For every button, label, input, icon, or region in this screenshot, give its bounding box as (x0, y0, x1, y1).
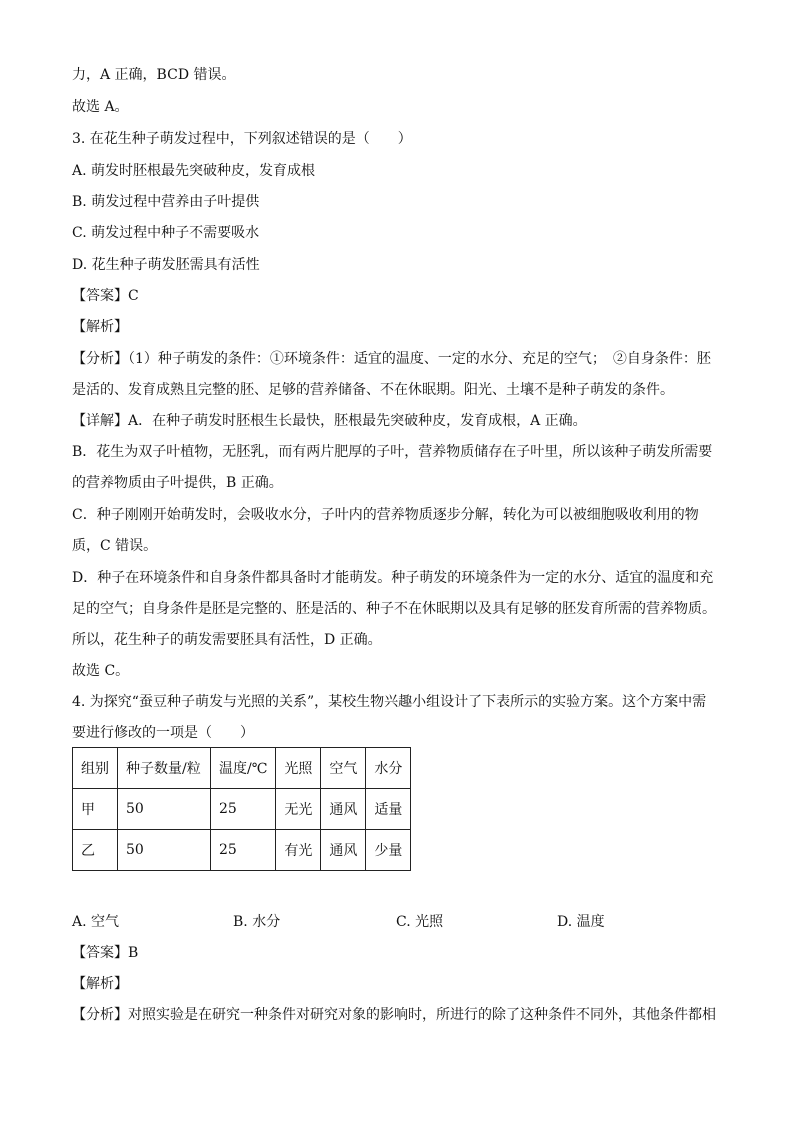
q4-option-b: B. 水分 (233, 914, 281, 930)
table-cell: 通风 (321, 789, 366, 830)
line-1: 力，A 正确，BCD 错误。 (72, 67, 236, 83)
table-header-cell: 组别 (73, 748, 118, 789)
table-cell: 通风 (321, 830, 366, 871)
table-header-cell: 温度/℃ (211, 748, 276, 789)
q3-option-b: B. 萌发过程中营养由子叶提供 (72, 194, 260, 210)
q4-analysis-label: 【解析】 (72, 976, 128, 992)
table-cell: 甲 (73, 789, 118, 830)
table-header-cell: 光照 (276, 748, 321, 789)
q4-option-a: A. 空气 (72, 914, 120, 930)
q4-option-c: C. 光照 (396, 914, 444, 930)
table-cell: 有光 (276, 830, 321, 871)
question-4-stem-2: 要进行修改的一项是（ ） (72, 725, 254, 741)
q3-answer: 【答案】C (72, 288, 139, 304)
q3-analysis-line-1: 【分析】（1）种子萌发的条件：①环境条件：适宜的温度、一定的水分、充足的空气； ②自身条件：胚 (72, 351, 711, 367)
table-cell: 无光 (276, 789, 321, 830)
table-header-row (73, 748, 411, 789)
q3-option-d: D. 花生种子萌发胚需具有活性 (72, 257, 260, 273)
q3-option-a: A. 萌发时胚根最先突破种皮，发育成根 (72, 163, 316, 179)
table-header-cell: 水分 (366, 748, 411, 789)
experiment-table (72, 747, 411, 871)
q3-detail-a: 【详解】A．在种子萌发时胚根生长最快，胚根最先突破种皮，发育成根，A 正确。 (72, 413, 587, 429)
q3-choice: 故选 C。 (72, 663, 130, 679)
table-cell: 50 (118, 830, 211, 871)
q3-detail-d-1: D．种子在环境条件和自身条件都具备时才能萌发。种子萌发的环境条件为一定的水分、适宜的温度和充 (72, 570, 714, 586)
q4-analysis-line-1: 【分析】对照实验是在研究一种条件对研究对象的影响时，所进行的除了这种条件不同外，其他条件都相 (72, 1007, 716, 1023)
q4-option-d: D. 温度 (557, 914, 605, 930)
q3-option-c: C. 萌发过程中种子不需要吸水 (72, 225, 260, 241)
q3-detail-d-3: 所以，花生种子的萌发需要胚具有活性，D 正确。 (72, 632, 382, 648)
table-cell: 乙 (73, 830, 118, 871)
q4-answer: 【答案】B (72, 945, 139, 961)
q3-detail-c-2: 质，C 错误。 (72, 538, 158, 554)
q3-analysis-line-2: 是活的、发育成熟且完整的胚、足够的营养储备、不在休眠期。阳光、土壤不是种子萌发的条件。 (72, 382, 674, 398)
question-3-stem: 3. 在花生种子萌发过程中，下列叙述错误的是（ ） (72, 131, 412, 147)
table-row (73, 830, 411, 871)
table-header-cell: 种子数量/粒 (118, 748, 211, 789)
line-2: 故选 A。 (72, 99, 129, 115)
q3-detail-b-1: B．花生为双子叶植物，无胚乳，而有两片肥厚的子叶，营养物质储存在子叶里，所以该种子萌发所需要 (72, 444, 713, 460)
table-cell: 适量 (366, 789, 411, 830)
table-cell: 少量 (366, 830, 411, 871)
table-cell: 25 (211, 830, 276, 871)
table-row (73, 789, 411, 830)
q3-detail-c-1: C．种子刚刚开始萌发时，会吸收水分，子叶内的营养物质逐步分解，转化为可以被细胞吸收利用的物 (72, 507, 699, 523)
table-cell: 25 (211, 789, 276, 830)
question-4-stem-1: 4. 为探究“蚕豆种子萌发与光照的关系”，某校生物兴趣小组设计了下表所示的实验方案。这个方案中需 (72, 694, 707, 710)
q3-detail-d-2: 足的空气；自身条件是胚是完整的、胚是活的、种子不在休眠期以及具有足够的胚发育所需的营养物质。 (72, 601, 716, 617)
table-header-cell: 空气 (321, 748, 366, 789)
q3-analysis-label: 【解析】 (72, 319, 128, 335)
q3-detail-b-2: 的营养物质由子叶提供，B 正确。 (72, 475, 283, 491)
table-cell: 50 (118, 789, 211, 830)
